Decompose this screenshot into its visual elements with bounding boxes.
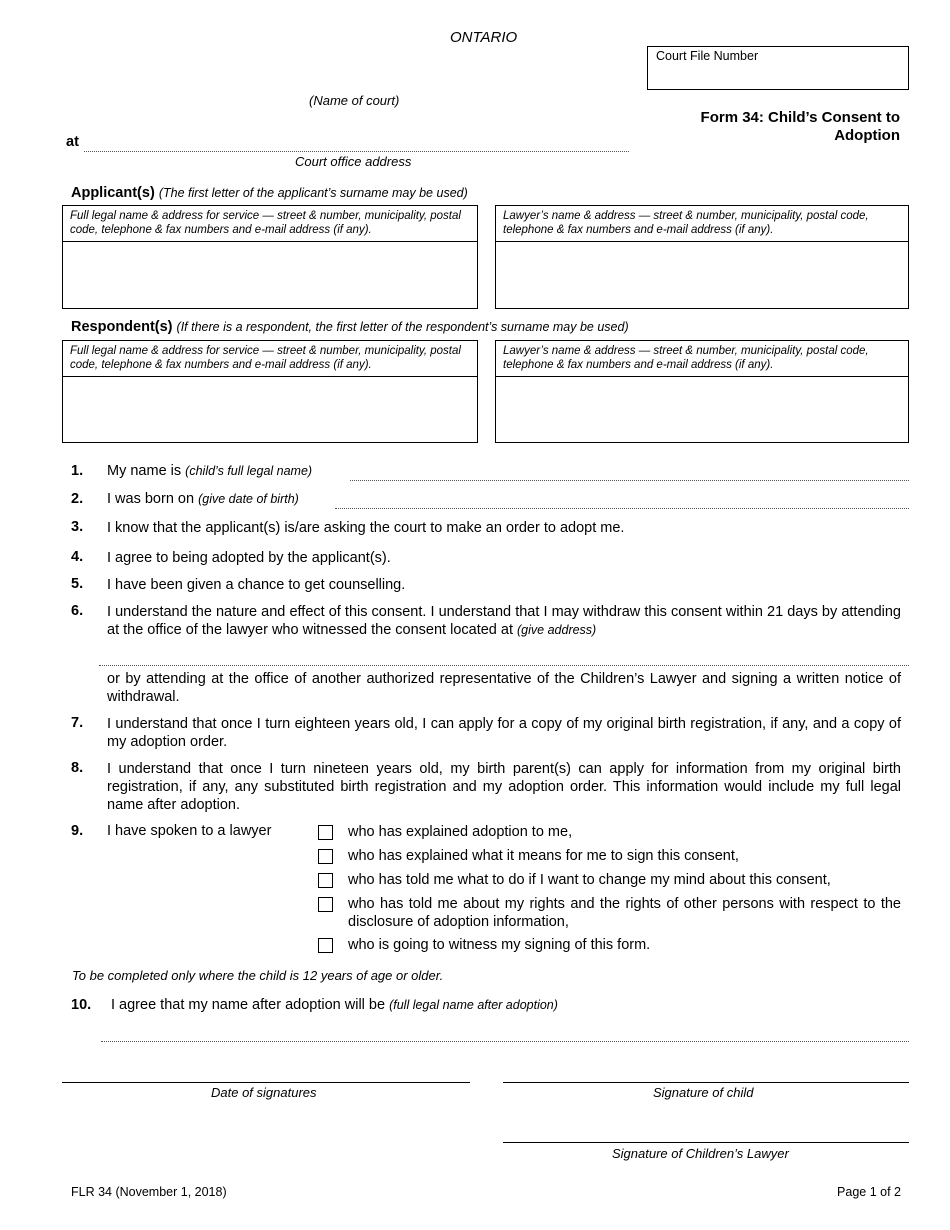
applicant-party-label: Full legal name & address for service — street & number, municipality, postal code, telephone & fax numbers and e-mail address (if any). xyxy=(63,206,477,242)
item-2-label: I was born on xyxy=(107,491,195,507)
date-signature-line[interactable] xyxy=(62,1082,470,1083)
item-5-number: 5. xyxy=(71,576,84,592)
item-2-number: 2. xyxy=(71,491,84,507)
item-2-hint: (give date of birth) xyxy=(198,492,299,506)
option-change-mind: who has told me what to do if I want to change my mind about this consent, xyxy=(348,872,831,888)
child-signature-line[interactable] xyxy=(503,1082,909,1083)
court-office-address-label: Court office address xyxy=(295,154,412,169)
item-10-text xyxy=(111,997,558,1013)
item-8-text: I understand that once I turn nineteen years old, my birth parent(s) can apply for information from my original birth registration, if any, any substituted birth registration and my adoption order. This information would include my full legal name after adoption. xyxy=(107,761,901,813)
applicant-party-value[interactable] xyxy=(63,242,477,308)
respondent-lawyer-value[interactable] xyxy=(496,377,908,442)
item-9-text: I have spoken to a lawyer xyxy=(107,823,272,839)
item-6-continuation: or by attending at the office of another authorized representative of the Children’s Lawyer and signing a written notice of withdrawal. xyxy=(107,671,901,705)
checkbox-witness-signing[interactable] xyxy=(318,938,333,953)
item-2-text xyxy=(107,491,299,507)
respondents-heading xyxy=(71,319,629,335)
respondents-note: (If there is a respondent, the first letter of the respondent’s surname may be used) xyxy=(176,320,629,334)
item-6-body: I understand the nature and effect of this consent. I understand that I may withdraw this consent within 21 days by attending at the office of the lawyer who witnessed the consent located at xyxy=(107,604,901,638)
option-explained-consent: who has explained what it means for me to sign this consent, xyxy=(348,848,739,864)
item-7-number: 7. xyxy=(71,715,84,731)
applicants-title: Applicant(s) xyxy=(71,185,155,201)
item-9-number: 9. xyxy=(71,823,84,839)
applicant-party-box[interactable] xyxy=(62,205,478,309)
birth-date-line[interactable] xyxy=(335,508,909,509)
lawyer-address-line[interactable] xyxy=(99,665,909,666)
respondent-lawyer-label: Lawyer’s name & address — street & number, municipality, postal code, telephone & fax numbers and e-mail address (if any). xyxy=(496,341,908,377)
option-explained-adoption: who has explained adoption to me, xyxy=(348,824,573,840)
court-address-line[interactable] xyxy=(84,151,629,152)
item-4-number: 4. xyxy=(71,549,84,565)
checkbox-disclosure-rights[interactable] xyxy=(318,897,333,912)
item-1-hint: (child’s full legal name) xyxy=(185,464,313,478)
respondent-lawyer-box[interactable] xyxy=(495,340,909,443)
signature-of-childrens-lawyer-label: Signature of Children’s Lawyer xyxy=(612,1146,789,1161)
age-note: To be completed only where the child is 12 years of age or older. xyxy=(72,968,444,983)
applicants-note: (The first letter of the applicant’s surname may be used) xyxy=(158,186,468,200)
item-1-label: My name is xyxy=(107,463,182,479)
respondent-party-value[interactable] xyxy=(63,377,477,442)
date-of-signatures-label: Date of signatures xyxy=(211,1085,317,1100)
applicants-heading xyxy=(71,185,468,201)
child-name-line[interactable] xyxy=(350,480,909,481)
item-7-text: I understand that once I turn eighteen years old, I can apply for a copy of my original birth registration, if any, and a copy of my adoption order. xyxy=(107,716,901,750)
item-4-text: I agree to being adopted by the applicant(s). xyxy=(107,550,391,566)
respondent-party-label: Full legal name & address for service — street & number, municipality, postal code, telephone & fax numbers and e-mail address (if any). xyxy=(63,341,477,377)
name-after-adoption-line[interactable] xyxy=(101,1041,909,1042)
jurisdiction: ONTARIO xyxy=(450,29,518,46)
item-3-text: I know that the applicant(s) is/are asking the court to make an order to adopt me. xyxy=(107,520,625,536)
checkbox-change-mind[interactable] xyxy=(318,873,333,888)
item-5-text: I have been given a chance to get counselling. xyxy=(107,577,406,593)
page-number: Page 1 of 2 xyxy=(837,1185,901,1199)
respondent-party-box[interactable] xyxy=(62,340,478,443)
item-6-hint: (give address) xyxy=(517,623,597,637)
form-title xyxy=(701,109,900,145)
item-10-hint: (full legal name after adoption) xyxy=(389,998,558,1012)
applicant-lawyer-label: Lawyer’s name & address — street & number, municipality, postal code, telephone & fax numbers and e-mail address (if any). xyxy=(496,206,908,242)
court-file-number-label: Court File Number xyxy=(656,49,759,63)
checkbox-explained-consent[interactable] xyxy=(318,849,333,864)
item-6-text xyxy=(107,603,901,639)
respondents-title: Respondent(s) xyxy=(71,319,173,335)
form-title-line2: Adoption xyxy=(834,127,900,144)
item-1-number: 1. xyxy=(71,463,84,479)
court-file-number-box[interactable] xyxy=(647,46,909,90)
item-1-text xyxy=(107,463,312,479)
option-witness-signing: who is going to witness my signing of this form. xyxy=(348,937,651,953)
name-of-court-label: (Name of court) xyxy=(309,93,400,108)
item-3-number: 3. xyxy=(71,519,84,535)
form-id: FLR 34 (November 1, 2018) xyxy=(71,1185,227,1199)
form-title-line1: Form 34: Child’s Consent to xyxy=(700,109,900,126)
lawyer-signature-line[interactable] xyxy=(503,1142,909,1143)
applicant-lawyer-value[interactable] xyxy=(496,242,908,308)
item-6-number: 6. xyxy=(71,603,84,619)
item-8-number: 8. xyxy=(71,760,84,776)
item-10-label: I agree that my name after adoption will be xyxy=(111,997,386,1013)
item-10-number: 10. xyxy=(71,997,92,1013)
checkbox-explained-adoption[interactable] xyxy=(318,825,333,840)
applicant-lawyer-box[interactable] xyxy=(495,205,909,309)
at-label: at xyxy=(66,134,79,150)
option-disclosure-rights: who has told me about my rights and the rights of other persons with respect to the disclosure of adoption information, xyxy=(348,896,901,930)
signature-of-child-label: Signature of child xyxy=(653,1085,754,1100)
